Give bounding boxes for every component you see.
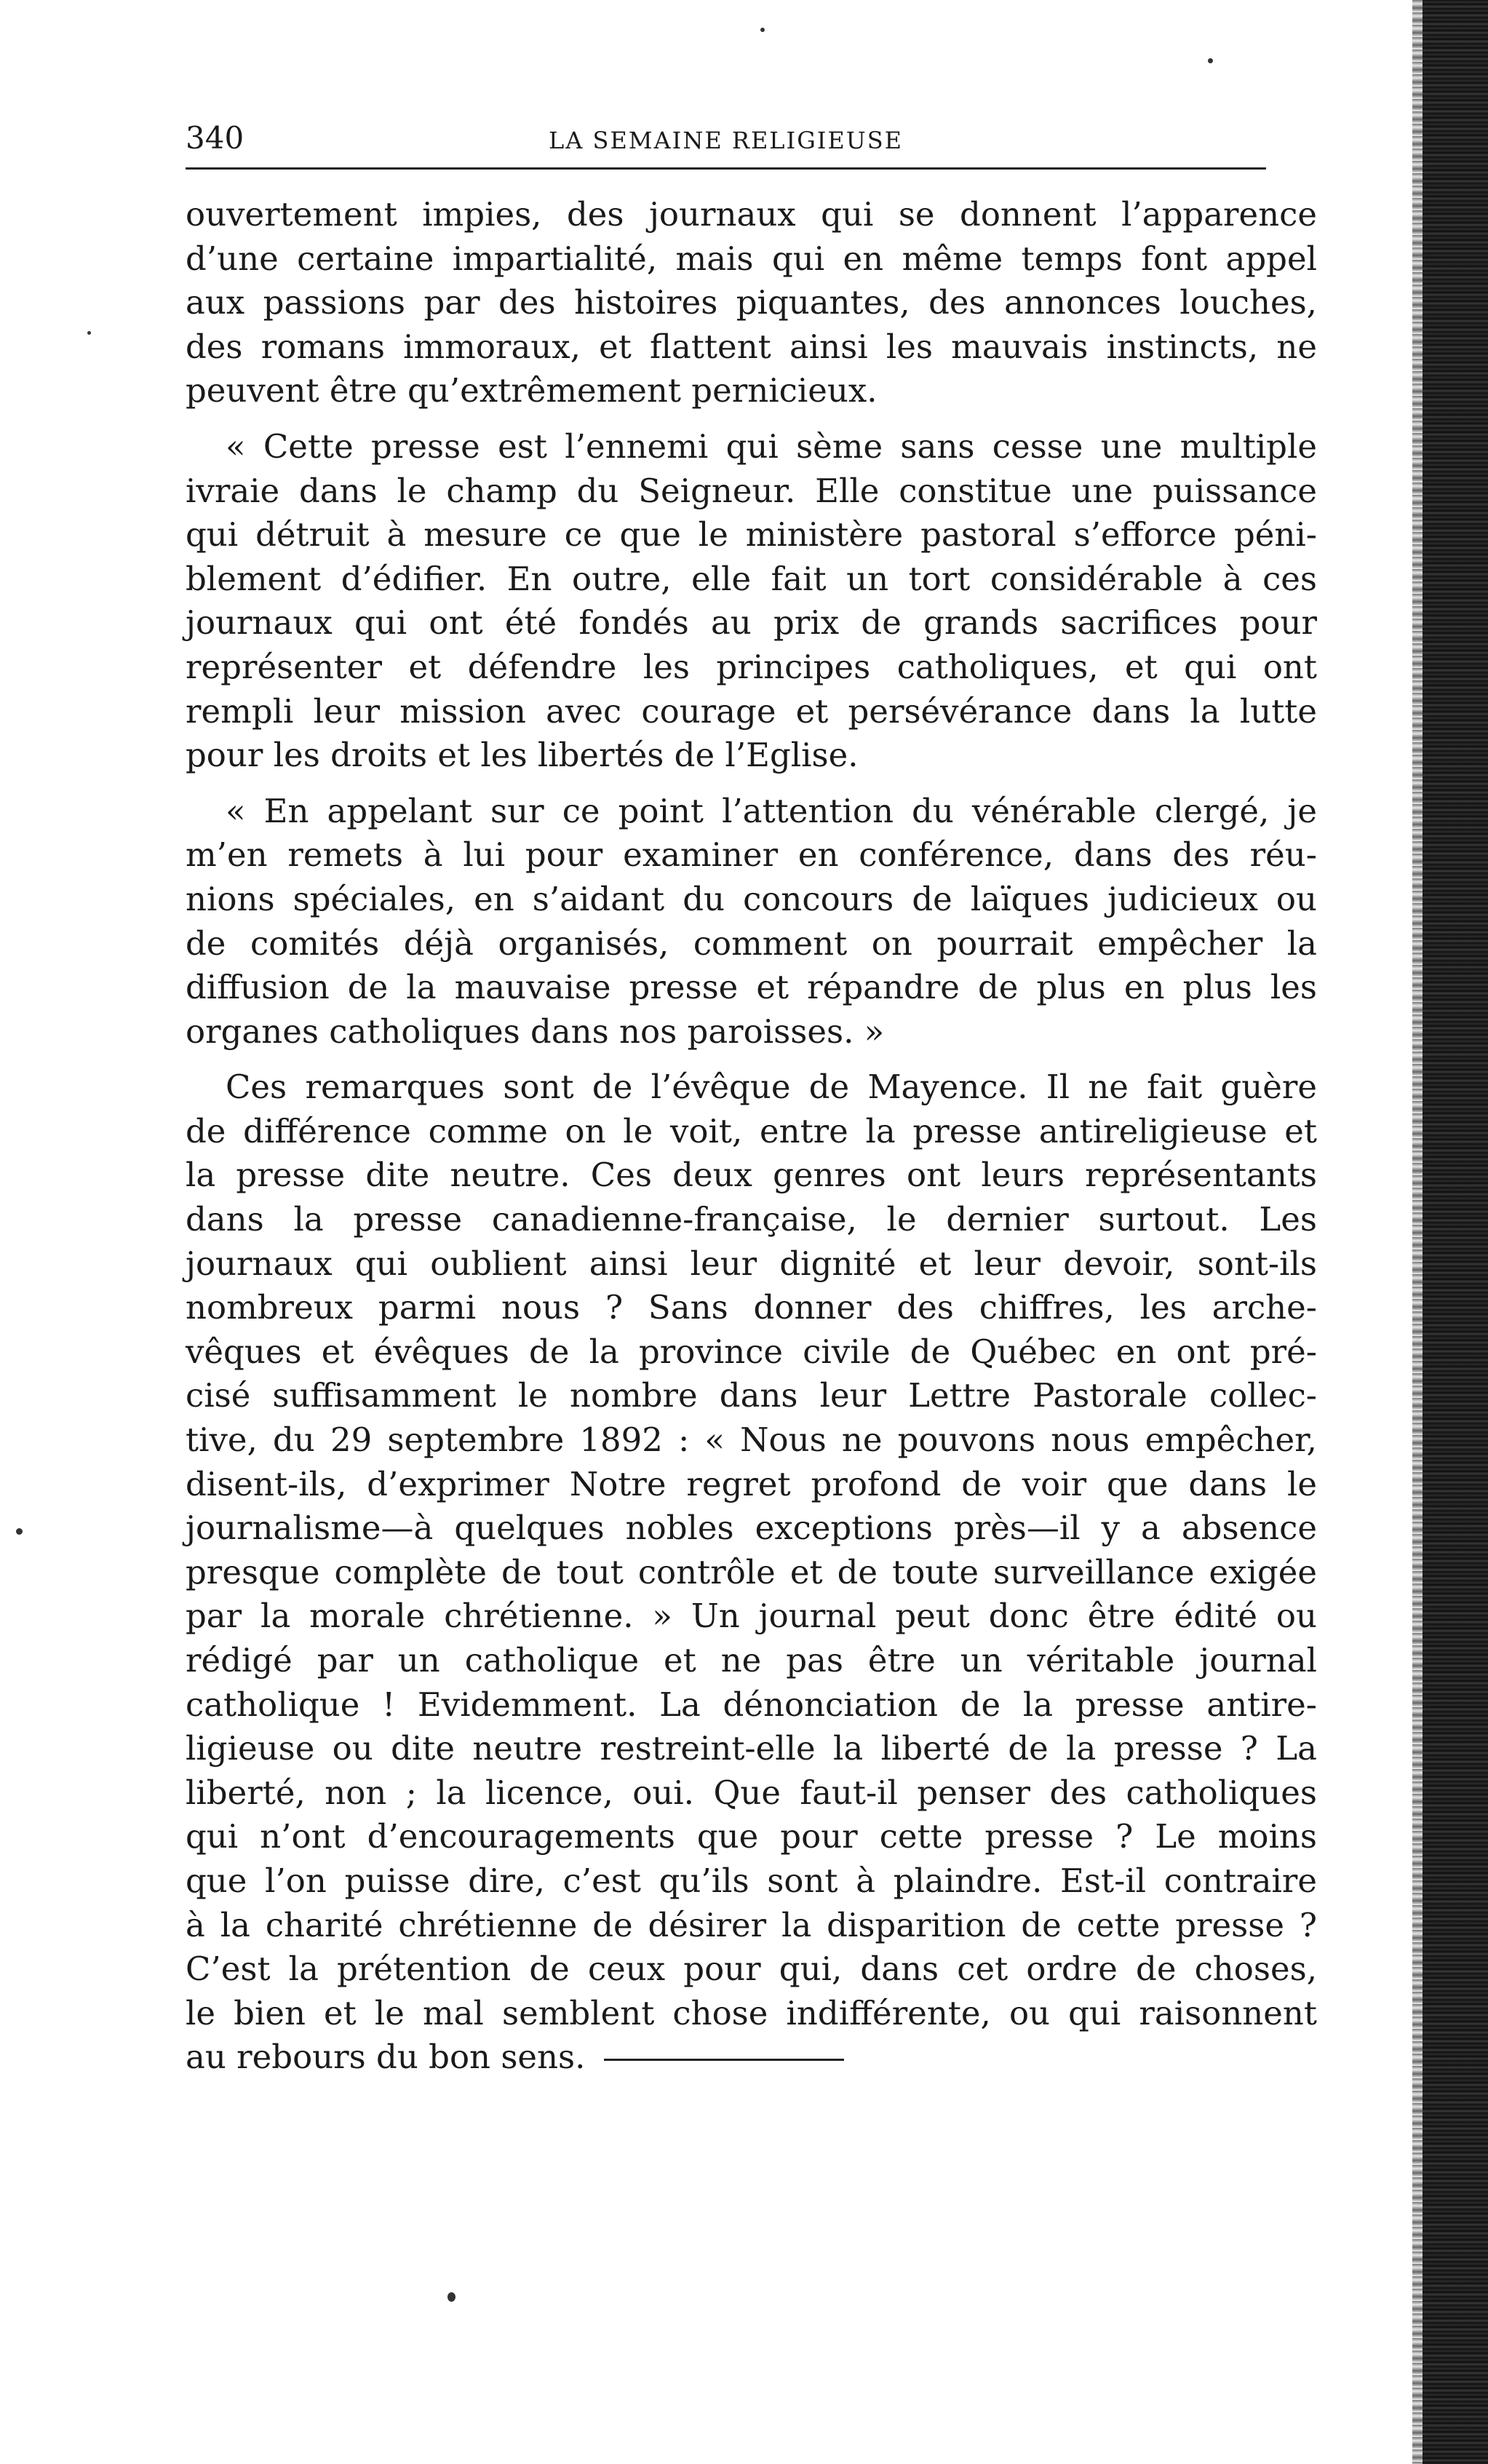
paragraph (186, 1065, 1317, 2080)
text-line: blement d’édifier. En outre, elle fait un tort considérable à ces (186, 559, 1317, 598)
scan-speck (16, 1528, 23, 1535)
paragraph (186, 425, 1317, 778)
text-line: le bien et le mal semblent chose indifférente, ou qui raisonnent (186, 1993, 1317, 2032)
text-line: nions spéciales, en s’aidant du concours de laïques judicieux ou (186, 879, 1317, 918)
running-header (186, 116, 1266, 170)
text-line: à la charité chrétienne de désirer la disparition de cette presse ? (186, 1905, 1317, 1944)
page-number: 340 (186, 120, 244, 156)
text-line: organes catholiques dans nos paroisses. » (186, 1012, 885, 1051)
body-text (186, 193, 1317, 2080)
text-line: qui détruit à mesure ce que le ministère pastoral s’efforce péni- (186, 515, 1317, 555)
scan-speck (447, 2292, 455, 2302)
paragraph (186, 193, 1317, 413)
text-line: diffusion de la mauvaise presse et répandre de plus en plus les (186, 968, 1317, 1007)
text-line-content: au rebours du bon sens. (186, 2038, 586, 2077)
text-line: pour les droits et les libertés de l’Eglise. (186, 736, 859, 775)
text-line: qui n’ont d’encouragements que pour cette presse ? Le moins (186, 1817, 1317, 1856)
paragraph (186, 790, 1317, 1054)
paragraph-gap (186, 778, 1317, 790)
text-line: vêques et évêques de la province civile de Québec en ont pré- (186, 1332, 1317, 1371)
text-line: nombreux parmi nous ? Sans donner des chiffres, les arche- (186, 1288, 1317, 1327)
scan-speck (760, 28, 765, 32)
text-line: journaux qui oublient ainsi leur dignité et leur devoir, sont-ils (186, 1244, 1317, 1283)
page-binding-edge (1423, 0, 1488, 2464)
closing-rule (604, 2059, 844, 2061)
text-line: ligieuse ou dite neutre restreint-elle la liberté de la presse ? La (186, 1729, 1317, 1768)
text-line: presque complète de tout contrôle et de toute surveillance exigée (186, 1552, 1317, 1591)
text-line: par la morale chrétienne. » Un journal peut donc être édité ou (186, 1597, 1317, 1636)
text-line: rédigé par un catholique et ne pas être un véritable journal (186, 1641, 1317, 1680)
text-line: représenter et défendre les principes catholiques, et qui ont (186, 647, 1317, 686)
text-line: liberté, non ; la licence, oui. Que faut-il penser des catholiques (186, 1773, 1317, 1812)
text-line: « Cette presse est l’ennemi qui sème sans cesse une multiple (226, 426, 1317, 466)
text-line: disent-ils, d’exprimer Notre regret profond de voir que dans le (186, 1464, 1317, 1503)
text-line: catholique ! Evidemment. La dénonciation de la presse antire- (186, 1685, 1317, 1724)
text-line: la presse dite neutre. Ces deux genres ont leurs représentants (186, 1156, 1317, 1195)
text-line: ivraie dans le champ du Seigneur. Elle constitue une puissance (186, 471, 1317, 510)
text-line: « En appelant sur ce point l’attention du vénérable clergé, je (226, 791, 1317, 830)
paragraph-gap (186, 1054, 1317, 1065)
scan-speck (87, 331, 91, 335)
text-line: Ces remarques sont de l’évêque de Mayence. Il ne fait guère (226, 1068, 1317, 1107)
text-line: m’en remets à lui pour examiner en conférence, dans des réu- (186, 835, 1317, 875)
paragraph-gap (186, 413, 1317, 425)
scan-speck (1208, 58, 1213, 63)
text-line: C’est la prétention de ceux pour qui, dans cet ordre de choses, (186, 1950, 1317, 1989)
text-line: de comités déjà organisés, comment on pourrait empêcher la (186, 923, 1317, 963)
text-line: des romans immoraux, et flattent ainsi les mauvais instincts, ne (186, 327, 1317, 366)
text-line: peuvent être qu’extrêmement pernicieux. (186, 371, 878, 410)
text-line: tive, du 29 septembre 1892 : « Nous ne pouvons nous empêcher, (186, 1420, 1317, 1460)
text-line (186, 2035, 1317, 2080)
text-line: dans la presse canadienne-française, le dernier surtout. Les (186, 1200, 1317, 1239)
text-line: de différence comme on le voit, entre la presse antireligieuse et (186, 1111, 1317, 1150)
text-line: cisé suffisamment le nombre dans leur Lettre Pastorale collec- (186, 1376, 1317, 1415)
text-line: journaux qui ont été fondés au prix de grands sacrifices pour (186, 603, 1317, 643)
text-line: que l’on puisse dire, c’est qu’ils sont à plaindre. Est-il contraire (186, 1861, 1317, 1900)
text-line: aux passions par des histoires piquantes, des annonces louches, (186, 283, 1317, 322)
text-line: d’une certaine impartialité, mais qui en même temps font appel (186, 239, 1317, 278)
text-line: journalisme—à quelques nobles exceptions près—il y a absence (186, 1509, 1317, 1548)
running-title: LA SEMAINE RELIGIEUSE (548, 127, 903, 154)
text-line: rempli leur mission avec courage et persévérance dans la lutte (186, 691, 1317, 731)
text-line: ouvertement impies, des journaux qui se donnent l’apparence (186, 195, 1317, 234)
